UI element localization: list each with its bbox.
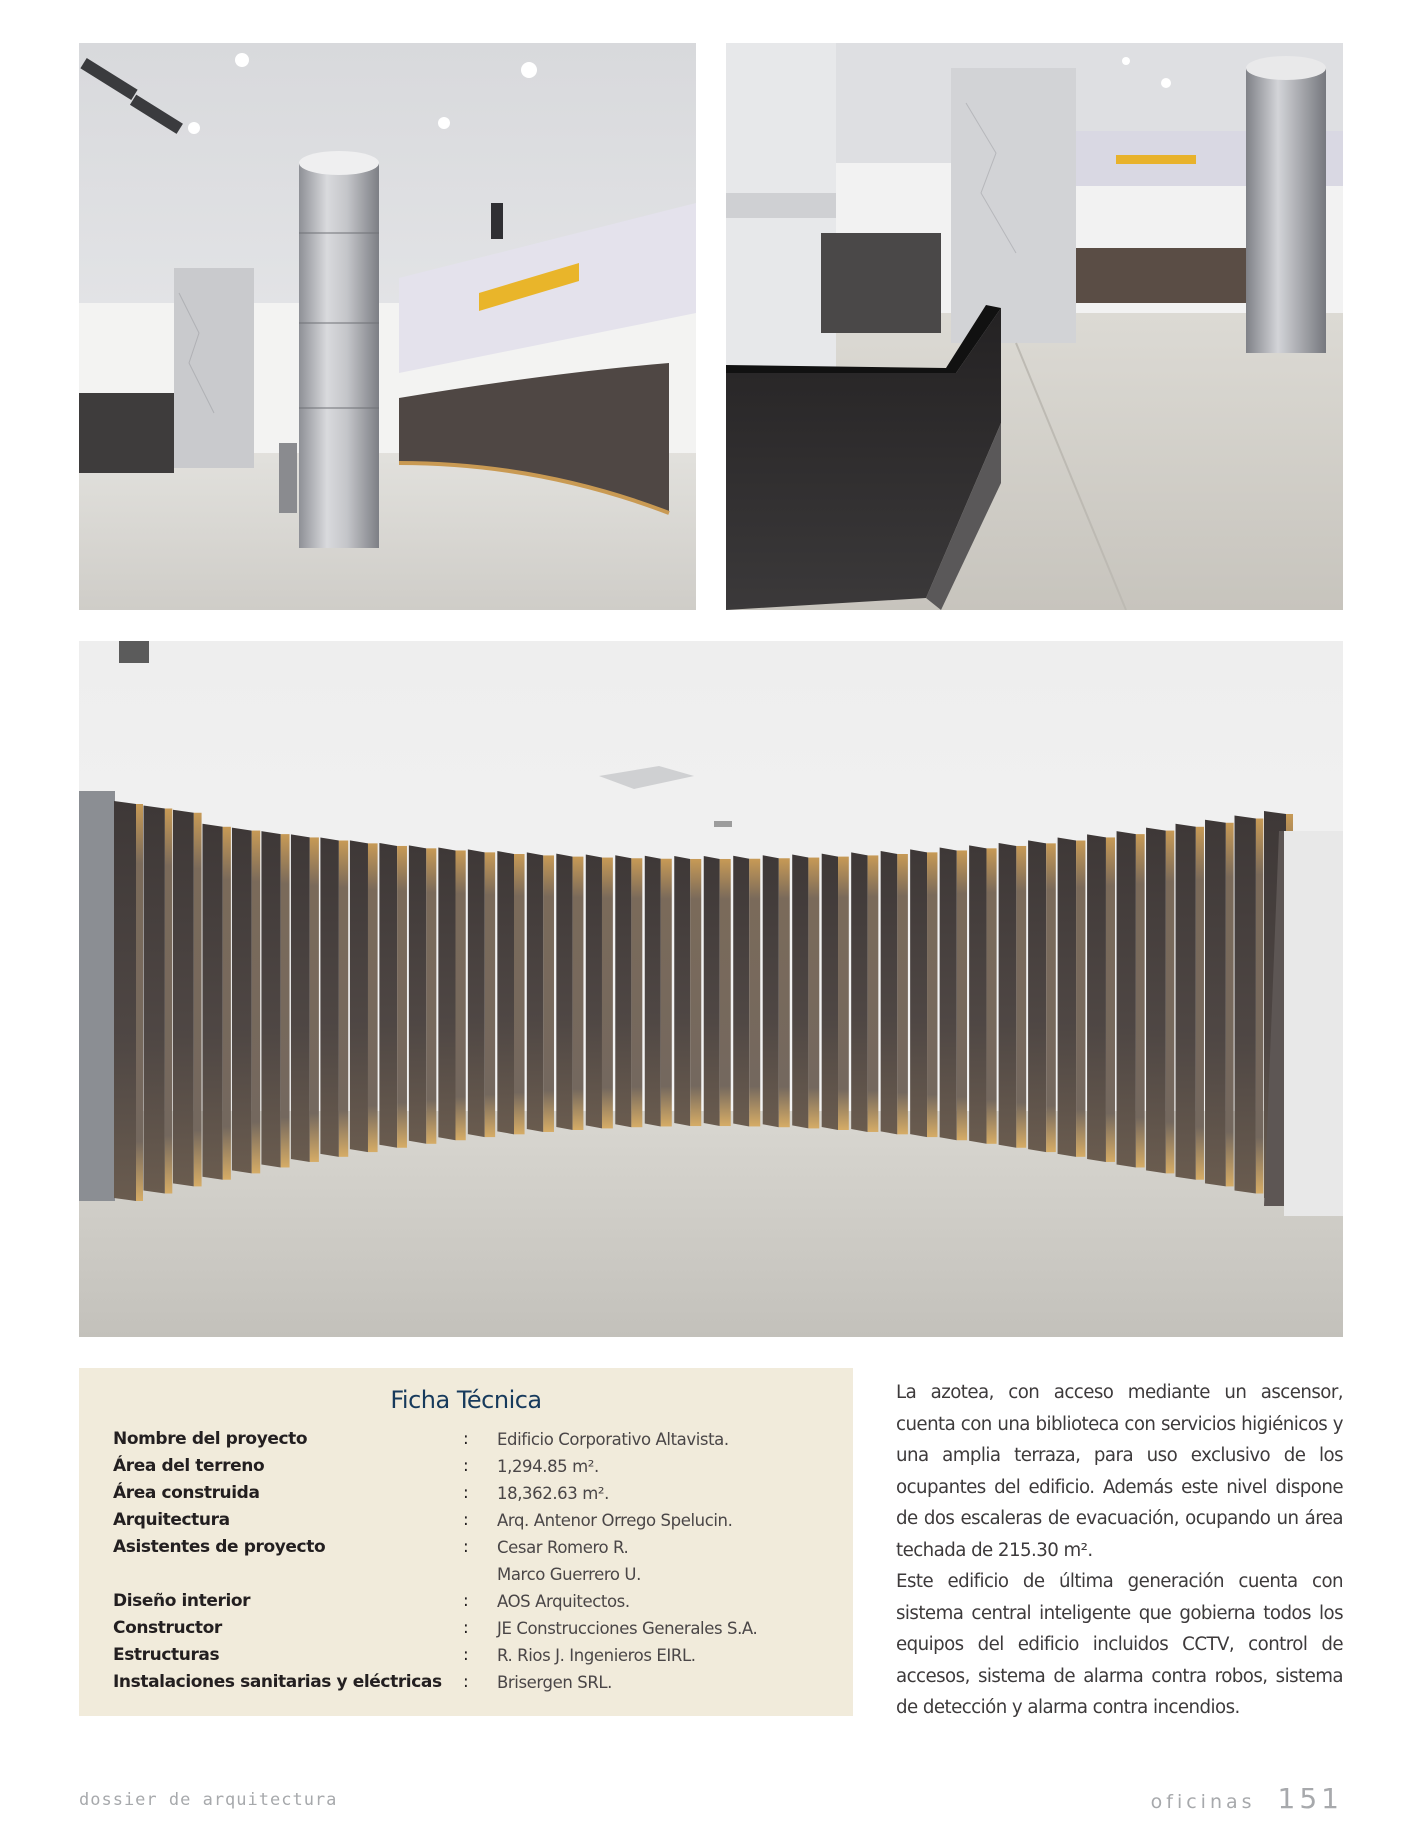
wall-slat	[173, 810, 194, 1187]
wall-slat-gap	[455, 850, 465, 1140]
wall-slat	[1058, 838, 1076, 1157]
wall-slat-gap	[1196, 827, 1204, 1180]
ficha-label: Asistentes de proyecto	[113, 1537, 326, 1557]
wall-slat	[114, 801, 136, 1201]
wall-slat	[704, 856, 720, 1126]
wall-slat	[468, 849, 485, 1137]
reception-desk-photo	[726, 43, 1343, 610]
wall-slat	[1235, 815, 1256, 1193]
wall-slat	[615, 855, 631, 1127]
wall-slat	[261, 831, 280, 1167]
ficha-value: Edificio Corporativo Altavista.	[497, 1430, 729, 1449]
ficha-values	[497, 1453, 599, 1480]
wall-slat	[674, 856, 690, 1126]
ficha-value: 1,294.85 m².	[497, 1457, 599, 1476]
wall-slat	[940, 847, 957, 1140]
wall-slat-gap	[897, 854, 908, 1134]
wall-slat	[1205, 820, 1226, 1187]
wall-slat	[232, 828, 252, 1174]
wall-slat	[527, 852, 543, 1132]
wall-slat	[645, 856, 661, 1127]
wall-slat-gap	[1016, 846, 1026, 1148]
wall-slat	[143, 805, 164, 1193]
wall-slat	[881, 851, 898, 1134]
wall-slat	[792, 855, 808, 1129]
wall-slat-gap	[281, 834, 290, 1167]
wall-slat	[350, 840, 368, 1152]
ficha-tecnica-box	[79, 1368, 853, 1716]
wall-slat	[763, 855, 779, 1127]
ficha-value: 18,362.63 m².	[497, 1484, 609, 1503]
ficha-value: Cesar Romero R.	[497, 1538, 629, 1557]
ficha-separator: :	[463, 1618, 469, 1638]
ficha-separator: :	[463, 1537, 469, 1557]
wall-slat-gap	[252, 831, 260, 1174]
wall-slat-gap	[602, 858, 613, 1129]
wall-slat-gap	[838, 857, 849, 1130]
wall-slat-gap	[310, 837, 319, 1162]
ficha-value: R. Rios J. Ingenieros EIRL.	[497, 1646, 696, 1665]
wall-slat	[497, 851, 514, 1134]
wall-slat-gap	[1106, 837, 1115, 1162]
wall-slat-gap	[957, 850, 967, 1140]
ficha-values	[497, 1507, 732, 1534]
wall-slat	[320, 838, 338, 1157]
ficha-rows	[113, 1426, 833, 1696]
body-text	[896, 1377, 1343, 1724]
wall-slat-gap	[426, 848, 436, 1143]
ficha-label: Instalaciones sanitarias y eléctricas	[113, 1672, 442, 1692]
wall-slat-gap	[927, 852, 937, 1137]
ficha-row	[113, 1669, 833, 1696]
ficha-label: Diseño interior	[113, 1591, 251, 1611]
ficha-separator: :	[463, 1591, 469, 1611]
ficha-values	[497, 1534, 641, 1588]
wall-slat-gap	[1076, 841, 1085, 1157]
ficha-values	[497, 1642, 696, 1669]
ficha-values	[497, 1480, 609, 1507]
ficha-row	[113, 1588, 833, 1615]
wall-slat	[586, 855, 602, 1129]
wall-slat	[202, 824, 222, 1180]
wall-slat-gap	[1046, 843, 1056, 1152]
wall-slat	[1087, 834, 1106, 1162]
ficha-label: Área construida	[113, 1483, 260, 1503]
wall-slat-gap	[397, 846, 407, 1148]
wall-slat	[409, 845, 426, 1143]
wall-slat	[1176, 824, 1196, 1180]
wall-slat-gap	[1136, 834, 1145, 1167]
wall-slat-gap	[1256, 818, 1263, 1193]
ficha-separator: :	[463, 1645, 469, 1665]
wall-slat-gap	[194, 813, 202, 1187]
wall-slat	[969, 845, 986, 1143]
wall-slat	[1028, 840, 1046, 1152]
page-number: 151	[1277, 1782, 1343, 1815]
footer-publication: dossier de arquitectura	[79, 1790, 338, 1810]
ficha-label: Arquitectura	[113, 1510, 230, 1530]
wall-slat-gap	[720, 859, 731, 1126]
wall-slat-gap	[136, 804, 143, 1201]
wall-slat-gap	[987, 848, 997, 1143]
ficha-value: Brisergen SRL.	[497, 1673, 613, 1692]
wall-slat-gap	[223, 827, 231, 1180]
wall-slat-gap	[368, 843, 378, 1152]
wall-slat	[733, 856, 749, 1127]
wall-slat-gap	[485, 852, 495, 1137]
ficha-row	[113, 1534, 833, 1588]
ficha-separator: :	[463, 1456, 469, 1476]
ficha-label: Estructuras	[113, 1645, 220, 1665]
wall-slat	[438, 847, 455, 1140]
wall-slat-gap	[808, 858, 819, 1129]
wall-slat-gap	[661, 859, 672, 1127]
wall-slat	[1146, 828, 1166, 1174]
footer-section: oficinas	[1150, 1791, 1256, 1813]
wall-slat-gap	[514, 854, 525, 1134]
ficha-label: Área del terreno	[113, 1456, 265, 1476]
wall-slat-gap	[165, 808, 172, 1193]
wall-slat-gap	[779, 858, 790, 1127]
body-paragraph: Este edificio de última generación cuenta con sistema central inteligente que gobierna todos los equipos del edificio incluidos CCTV, control de accesos, sistema de alarma contra robos, sistema de detección y alarma contra incendios.	[896, 1571, 1343, 1718]
wall-slat-gap	[543, 855, 554, 1132]
lobby-column-photo	[79, 43, 696, 610]
wall-slat-gap	[868, 855, 879, 1132]
footer-right	[1151, 1782, 1343, 1815]
ficha-values	[497, 1669, 612, 1696]
wall-slat	[851, 852, 867, 1132]
ficha-row	[113, 1453, 833, 1480]
wall-slat	[1117, 831, 1136, 1167]
wall-slat-gap	[1226, 823, 1234, 1187]
wall-slat	[910, 849, 927, 1137]
wall-slat-gap	[690, 859, 701, 1126]
ficha-separator: :	[463, 1429, 469, 1449]
ficha-row	[113, 1615, 833, 1642]
wall-slat-gap	[573, 857, 584, 1130]
ficha-values	[497, 1426, 729, 1453]
ficha-value: Arq. Antenor Orrego Spelucin.	[497, 1511, 733, 1530]
ficha-separator: :	[463, 1483, 469, 1503]
ficha-label: Constructor	[113, 1618, 222, 1638]
ficha-separator: :	[463, 1510, 469, 1530]
wall-slat-gap	[631, 858, 642, 1127]
ficha-row	[113, 1480, 833, 1507]
ficha-values	[497, 1588, 630, 1615]
ficha-separator: :	[463, 1672, 469, 1692]
curved-slatted-wall-photo	[79, 641, 1343, 1337]
wall-slat	[556, 854, 572, 1130]
wall-slat	[822, 854, 838, 1130]
wall-slat-gap	[1166, 831, 1174, 1174]
ficha-row	[113, 1507, 833, 1534]
ficha-title: Ficha Técnica	[390, 1386, 542, 1414]
wall-slat-gap	[749, 859, 760, 1127]
ficha-values	[497, 1615, 757, 1642]
ficha-label: Nombre del proyecto	[113, 1429, 308, 1449]
body-paragraph: La azotea, con acceso mediante un ascensor, cuenta con una biblioteca con servicios higiénicos y una amplia terraza, para uso exclusivo de los ocupantes del edificio. Además este nivel dispone de dos escaleras de evacuación, ocupando un área techada de 215.30 m².	[896, 1382, 1343, 1561]
ficha-row	[113, 1426, 833, 1453]
ficha-row	[113, 1642, 833, 1669]
wall-slat	[291, 834, 310, 1162]
wall-slat	[379, 843, 397, 1148]
ficha-value: AOS Arquitectos.	[497, 1592, 630, 1611]
ficha-value: JE Construcciones Generales S.A.	[497, 1619, 758, 1638]
wall-slat	[999, 843, 1017, 1148]
wall-slat-gap	[339, 841, 348, 1157]
ficha-value: Marco Guerrero U.	[497, 1565, 641, 1584]
